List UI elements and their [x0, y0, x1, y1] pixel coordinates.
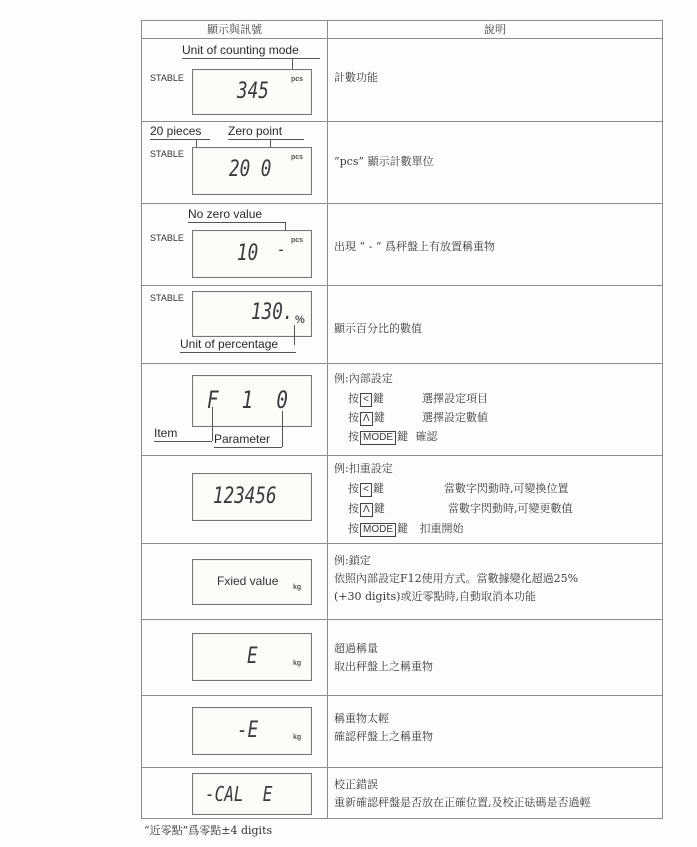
- lcd-display: [192, 707, 312, 755]
- display-cell: [142, 363, 327, 455]
- description-line: 取出秤盤上之稱重物: [334, 660, 433, 673]
- table-row: [142, 203, 662, 286]
- display-readout: 345: [237, 79, 269, 104]
- callout-leader: [294, 325, 295, 345]
- callout-underline: [214, 447, 282, 448]
- lcd-display: [192, 559, 312, 605]
- description-line: 超過稱量: [334, 642, 378, 655]
- table-row: [142, 619, 662, 696]
- no-zero-dash: -: [277, 239, 286, 260]
- footnote: “近零點”爲零點±4 digits: [144, 824, 273, 837]
- left-arrow-key: <: [360, 393, 372, 407]
- mode-key: MODE: [360, 431, 396, 445]
- stable-label: STABLE: [150, 73, 184, 83]
- step-prefix: 按: [348, 411, 359, 424]
- callout-20-pieces: 20 pieces: [150, 124, 202, 138]
- display-cell: [142, 39, 327, 121]
- stable-label: STABLE: [150, 233, 184, 243]
- step-suffix: 鍵: [397, 522, 408, 535]
- unit-pcs: pcs: [291, 154, 304, 161]
- description-cell: [334, 619, 658, 695]
- header-description: 說明: [484, 23, 506, 36]
- lcd-display: [192, 375, 312, 427]
- step-text: 當數字閃動時,可變更數值: [448, 502, 573, 515]
- up-arrow-key: Λ: [360, 503, 373, 517]
- display-cell: [142, 203, 327, 285]
- step-suffix: 鍵: [373, 411, 385, 424]
- table-header: [142, 21, 662, 39]
- step-suffix: 鍵: [372, 392, 384, 405]
- description-line: 依照內部設定F12使用方式。當數據變化超過25%: [334, 572, 579, 585]
- table-row: [142, 767, 662, 819]
- callout-underline: [180, 352, 296, 353]
- step-row: [348, 521, 464, 537]
- step-row: [348, 429, 438, 445]
- callout-underline: [154, 441, 212, 442]
- description-line: 校正錯誤: [334, 778, 378, 791]
- display-cell: [142, 619, 327, 695]
- description-title: 例:扣重設定: [334, 462, 393, 475]
- description-line: 稱重物太輕: [334, 712, 389, 725]
- header-display-signal: 顯示與訊號: [207, 23, 262, 36]
- table-row: [142, 285, 662, 364]
- callout-underline: [182, 58, 320, 59]
- step-prefix: 按: [348, 522, 359, 535]
- display-cell: [142, 285, 327, 363]
- table-row: [142, 455, 662, 544]
- description-title: 例:內部設定: [334, 372, 393, 385]
- display-readout: -E: [237, 718, 259, 743]
- display-readout: -CAL E: [205, 782, 273, 806]
- table-row: [142, 121, 662, 204]
- step-text: 確認: [415, 430, 438, 443]
- lcd-display: [192, 147, 312, 195]
- display-readout: 130.: [251, 300, 294, 325]
- display-cell: [142, 695, 327, 767]
- table-row: [142, 363, 662, 456]
- stable-label: STABLE: [150, 149, 184, 159]
- step-prefix: 按: [348, 482, 359, 495]
- callout-leader: [212, 407, 213, 441]
- step-prefix: 按: [348, 430, 359, 443]
- step-text: 當數字閃動時,可變換位置: [444, 482, 569, 495]
- step-prefix: 按: [348, 502, 359, 515]
- table-row: [142, 543, 662, 620]
- callout-no-zero-value: No zero value: [188, 207, 263, 221]
- callout-underline: [150, 139, 210, 140]
- step-suffix: 鍵: [397, 430, 408, 443]
- description-cell: [334, 695, 658, 767]
- step-suffix: 鍵: [373, 502, 385, 515]
- callout-unit-percentage: Unit of percentage: [180, 337, 279, 351]
- step-prefix: 按: [348, 392, 359, 405]
- step-row: [348, 481, 569, 497]
- lcd-display: [192, 633, 312, 681]
- display-cell: [142, 543, 327, 619]
- description-cell: [334, 285, 658, 363]
- table-row: [142, 695, 662, 768]
- description-line: 重新確認秤盤是否放在正確位置,及校正砝碼是否過輕: [334, 796, 591, 809]
- lcd-display: [192, 773, 312, 815]
- step-text: 選擇設定數値: [422, 411, 488, 424]
- step-row: [348, 391, 488, 407]
- step-suffix: 鍵: [372, 482, 384, 495]
- unit-percent: %: [295, 314, 305, 326]
- display-cell: [142, 455, 327, 543]
- step-row: [348, 410, 488, 426]
- unit-kg: kg: [293, 734, 302, 741]
- unit-kg: kg: [293, 584, 302, 591]
- description-cell: [334, 121, 658, 203]
- callout-underline: [228, 139, 304, 140]
- unit-pcs: pcs: [291, 76, 304, 83]
- description-cell: [334, 203, 658, 285]
- step-text: 選擇設定項目: [422, 392, 488, 405]
- step-text: 扣重開始: [419, 522, 464, 535]
- description-cell: [334, 363, 658, 455]
- unit-pcs: pcs: [291, 237, 304, 244]
- callout-parameter: Parameter: [214, 432, 271, 446]
- description-cell: [334, 543, 658, 619]
- display-signals-table: [141, 20, 663, 819]
- step-row: [348, 501, 573, 517]
- display-cell: [142, 767, 327, 819]
- callout-item: Item: [154, 426, 178, 440]
- display-readout: 10: [237, 241, 259, 266]
- display-readout: 123456: [213, 484, 277, 509]
- description-cell: [334, 767, 658, 819]
- description-line: “pcs” 顯示計數單位: [334, 155, 434, 168]
- table-row: [142, 39, 662, 122]
- callout-zero-point: Zero point: [228, 124, 283, 138]
- description-line: 顯示百分比的數值: [334, 322, 422, 335]
- stable-label: STABLE: [150, 293, 184, 303]
- display-readout: 20 0: [229, 157, 272, 182]
- display-readout: Fxied value: [217, 574, 279, 588]
- mode-key: MODE: [360, 523, 396, 537]
- description-cell: [334, 39, 658, 121]
- callout-unit-counting-mode: Unit of counting mode: [182, 43, 299, 57]
- lcd-display: [192, 69, 312, 115]
- description-line: (+30 digits)或近零點時,自動取消本功能: [334, 590, 536, 603]
- display-readout: E: [247, 644, 258, 669]
- description-cell: [334, 455, 658, 543]
- left-arrow-key: <: [360, 483, 372, 497]
- callout-underline: [188, 222, 286, 223]
- description-line: 例:鎖定: [334, 554, 371, 567]
- display-cell: [142, 121, 327, 203]
- unit-kg: kg: [293, 660, 302, 667]
- description-line: 出現 “ - “ 爲秤盤上有放置稱重物: [334, 240, 495, 253]
- callout-leader: [282, 411, 283, 447]
- description-line: 計數功能: [334, 71, 378, 84]
- lcd-display: [192, 230, 312, 278]
- description-line: 確認秤盤上之稱重物: [334, 730, 433, 743]
- lcd-display: [192, 473, 312, 521]
- up-arrow-key: Λ: [360, 412, 373, 426]
- display-readout: F 1 0: [207, 386, 288, 414]
